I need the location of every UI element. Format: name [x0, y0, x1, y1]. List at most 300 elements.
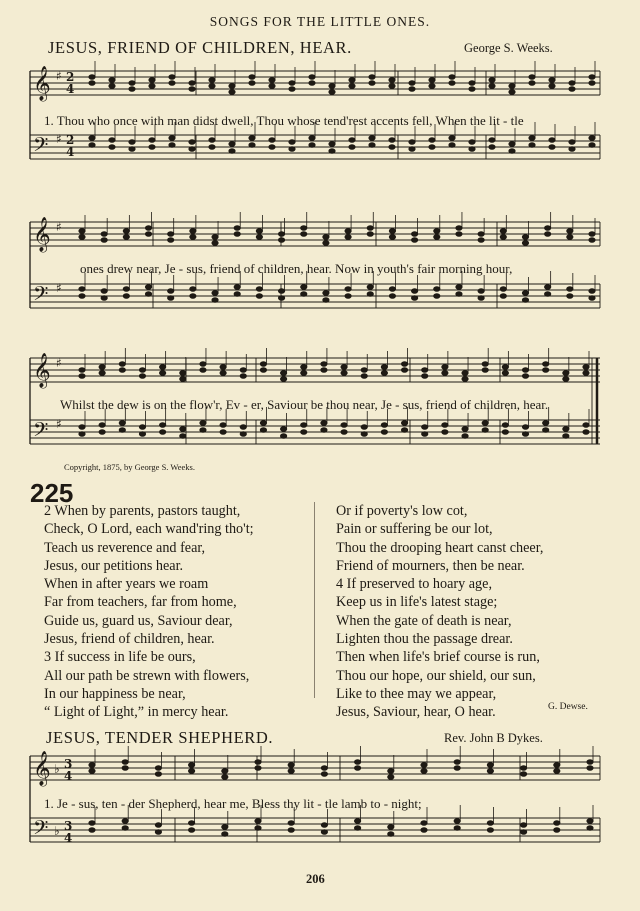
note-head [189, 147, 195, 152]
note-head [549, 138, 555, 143]
note-head [89, 828, 95, 833]
note-head [367, 226, 373, 231]
note-head [145, 232, 151, 237]
verse-line: Check, O Lord, each wand'ring tho't; [44, 521, 254, 538]
note-head [341, 365, 347, 370]
note-head [478, 289, 484, 294]
note-head [301, 365, 307, 370]
note-head [462, 427, 468, 432]
note-head [155, 823, 161, 828]
note-head [321, 421, 327, 426]
note-head [301, 232, 307, 237]
note-head [563, 434, 569, 439]
note-head [502, 423, 508, 428]
note-head [249, 136, 255, 141]
lyric-line-1: 1. Thou who once with man didst dwell, Thou whose tend'rest accents fell, When the lit - tle [44, 113, 524, 128]
note-head [260, 368, 266, 373]
note-head [411, 238, 417, 243]
note-head [500, 287, 506, 292]
note-head [554, 763, 560, 768]
note-head [278, 289, 284, 294]
note-head [567, 287, 573, 292]
note-head [401, 368, 407, 373]
note-head [301, 430, 307, 435]
note-head [209, 138, 215, 143]
note-head [522, 368, 528, 373]
note-head [361, 374, 367, 379]
note-head [544, 292, 550, 297]
note-head [280, 371, 286, 376]
note-head [101, 289, 107, 294]
note-head [478, 296, 484, 301]
svg-text:𝄞: 𝄞 [33, 751, 51, 786]
note-head [569, 140, 575, 145]
note-head [429, 138, 435, 143]
note-head [589, 289, 595, 294]
note-head [388, 769, 394, 774]
note-head [180, 371, 186, 376]
note-head [341, 430, 347, 435]
note-head [89, 821, 95, 826]
note-head [583, 365, 589, 370]
note-head [341, 371, 347, 376]
note-head [79, 432, 85, 437]
svg-text:𝄞: 𝄞 [33, 66, 51, 101]
note-head [129, 87, 135, 92]
verses-right-column [336, 502, 543, 722]
note-head [190, 287, 196, 292]
note-head [169, 75, 175, 80]
note-head [388, 825, 394, 830]
note-head [469, 81, 475, 86]
svg-text:𝄢: 𝄢 [33, 133, 49, 161]
note-head [139, 432, 145, 437]
note-head [389, 78, 395, 83]
note-head [329, 149, 335, 154]
note-head [189, 140, 195, 145]
note-head [159, 365, 165, 370]
note-head [354, 826, 360, 831]
svg-text:♭: ♭ [54, 762, 60, 776]
note-head [411, 232, 417, 237]
note-head [269, 145, 275, 150]
note-head [329, 142, 335, 147]
verse-line: Jesus, Saviour, hear, O hear. [336, 704, 496, 721]
note-head [542, 368, 548, 373]
note-head [212, 291, 218, 296]
note-head [139, 368, 145, 373]
note-head [469, 147, 475, 152]
note-head [99, 365, 105, 370]
note-head [456, 292, 462, 297]
note-head [280, 434, 286, 439]
note-head [188, 828, 194, 833]
note-head [220, 371, 226, 376]
note-head [345, 229, 351, 234]
note-head [155, 772, 161, 777]
note-head [119, 428, 125, 433]
note-head [388, 775, 394, 780]
note-head [123, 229, 129, 234]
note-head [522, 235, 528, 240]
note-head [589, 232, 595, 237]
note-head [456, 285, 462, 290]
next-composer-credit: Rev. John B Dykes. [444, 731, 543, 745]
note-head [145, 292, 151, 297]
note-head [554, 821, 560, 826]
note-head [563, 427, 569, 432]
note-head [389, 145, 395, 150]
note-head [389, 235, 395, 240]
note-head [222, 775, 228, 780]
verse-line: Then when life's brief course is run, [336, 649, 540, 666]
note-head [542, 362, 548, 367]
note-head [255, 819, 261, 824]
note-head [589, 75, 595, 80]
note-head [589, 143, 595, 148]
note-head [139, 425, 145, 430]
note-head [421, 769, 427, 774]
note-head [149, 145, 155, 150]
note-head [323, 235, 329, 240]
note-head [169, 81, 175, 86]
note-head [522, 298, 528, 303]
svg-text:♯: ♯ [56, 356, 62, 370]
note-head [167, 296, 173, 301]
note-head [583, 430, 589, 435]
note-head [529, 136, 535, 141]
note-head [321, 362, 327, 367]
note-head [169, 136, 175, 141]
note-head [260, 362, 266, 367]
note-head [589, 136, 595, 141]
note-head [79, 229, 85, 234]
note-head [189, 87, 195, 92]
svg-text:𝄢: 𝄢 [33, 816, 49, 844]
note-head [454, 766, 460, 771]
note-head [89, 81, 95, 86]
note-head [278, 238, 284, 243]
verse-line: Far from teachers, far from home, [44, 594, 237, 611]
note-head [462, 377, 468, 382]
note-head [256, 294, 262, 299]
verse-line: When in after years we roam [44, 576, 209, 593]
verse-line: Jesus, our petitions hear. [44, 557, 184, 574]
note-head [129, 140, 135, 145]
note-head [429, 145, 435, 150]
note-head [429, 78, 435, 83]
note-head [229, 142, 235, 147]
note-head [79, 425, 85, 430]
note-head [411, 289, 417, 294]
column-divider [314, 502, 315, 698]
note-head [260, 428, 266, 433]
note-head [329, 90, 335, 95]
note-head [89, 143, 95, 148]
svg-text:𝄞: 𝄞 [33, 217, 51, 252]
note-head [587, 760, 593, 765]
note-head [79, 287, 85, 292]
note-head [522, 241, 528, 246]
note-head [188, 769, 194, 774]
note-head [401, 362, 407, 367]
verse-line: Thou our hope, our shield, our sun, [336, 667, 536, 684]
note-head [122, 819, 128, 824]
note-head [462, 371, 468, 376]
note-head [269, 78, 275, 83]
note-head [349, 78, 355, 83]
note-head [289, 81, 295, 86]
note-head [200, 421, 206, 426]
note-head [109, 145, 115, 150]
note-head [289, 147, 295, 152]
note-head [567, 294, 573, 299]
note-head [220, 365, 226, 370]
note-head [309, 136, 315, 141]
note-head [145, 226, 151, 231]
verse-line: “ Light of Light,” in mercy hear. [44, 704, 229, 721]
note-head [589, 238, 595, 243]
note-head [240, 368, 246, 373]
note-head [190, 235, 196, 240]
note-head [469, 87, 475, 92]
verse-line: Thou the drooping heart canst cheer, [336, 539, 544, 556]
note-head [234, 232, 240, 237]
note-head [345, 235, 351, 240]
note-head [139, 374, 145, 379]
note-head [529, 143, 535, 148]
note-head [122, 766, 128, 771]
note-head [563, 371, 569, 376]
note-head [487, 828, 493, 833]
note-head [589, 296, 595, 301]
note-head [454, 826, 460, 831]
note-head [422, 425, 428, 430]
note-head [212, 298, 218, 303]
note-head [101, 238, 107, 243]
verse-line: Jesus, friend of children, hear. [44, 631, 215, 648]
note-head [109, 84, 115, 89]
note-head [234, 292, 240, 297]
note-head [200, 362, 206, 367]
note-head [256, 235, 262, 240]
verse-line: Like to thee may we appear, [336, 685, 497, 702]
note-head [220, 430, 226, 435]
note-head [301, 371, 307, 376]
note-head [367, 232, 373, 237]
note-head [288, 828, 294, 833]
note-head [434, 229, 440, 234]
note-head [469, 140, 475, 145]
note-head [145, 285, 151, 290]
note-head [522, 425, 528, 430]
note-head [212, 241, 218, 246]
verse-line: 4 If preserved to hoary age, [336, 576, 492, 593]
svg-text:𝄢: 𝄢 [33, 282, 49, 310]
note-head [542, 428, 548, 433]
note-head [442, 371, 448, 376]
note-head [567, 235, 573, 240]
note-head [149, 138, 155, 143]
note-head [99, 423, 105, 428]
note-head [89, 75, 95, 80]
note-head [123, 287, 129, 292]
note-head [509, 90, 515, 95]
note-head [454, 819, 460, 824]
note-head [401, 421, 407, 426]
note-head [188, 821, 194, 826]
note-head [220, 423, 226, 428]
note-head [522, 432, 528, 437]
note-head [361, 425, 367, 430]
svg-text:♯: ♯ [56, 220, 62, 234]
note-head [482, 421, 488, 426]
note-head [240, 374, 246, 379]
note-head [188, 763, 194, 768]
note-head [180, 427, 186, 432]
svg-text:4: 4 [64, 769, 73, 783]
note-head [583, 371, 589, 376]
note-head [255, 766, 261, 771]
note-head [323, 241, 329, 246]
note-head [549, 84, 555, 89]
note-head [288, 821, 294, 826]
note-head [212, 235, 218, 240]
note-head [155, 830, 161, 835]
note-head [381, 371, 387, 376]
note-head [509, 149, 515, 154]
note-head [542, 421, 548, 426]
verse-line: Guide us, guard us, Saviour dear, [44, 612, 233, 629]
verse-line: Pain or suffering be our lot, [336, 521, 493, 538]
note-head [269, 84, 275, 89]
note-head [190, 294, 196, 299]
note-head [79, 294, 85, 299]
note-head [456, 226, 462, 231]
verse-line: Lighten thou the passage drear. [336, 631, 513, 648]
note-head [149, 84, 155, 89]
note-head [288, 763, 294, 768]
note-head [89, 763, 95, 768]
note-head [520, 823, 526, 828]
note-head [422, 432, 428, 437]
note-head [278, 296, 284, 301]
note-head [167, 238, 173, 243]
note-head [309, 143, 315, 148]
note-head [345, 294, 351, 299]
running-head: SONGS FOR THE LITTLE ONES. [209, 14, 431, 29]
hymn-number: 225 [30, 478, 74, 508]
note-head [301, 226, 307, 231]
svg-text:4: 4 [66, 82, 75, 96]
note-head [544, 285, 550, 290]
note-head [409, 81, 415, 86]
verses-left-column [44, 502, 254, 722]
note-head [489, 138, 495, 143]
note-head [354, 766, 360, 771]
note-head [200, 368, 206, 373]
note-head [345, 287, 351, 292]
note-head [583, 423, 589, 428]
note-head [449, 81, 455, 86]
note-head [89, 769, 95, 774]
note-head [249, 81, 255, 86]
note-head [229, 149, 235, 154]
note-head [101, 296, 107, 301]
verse-line: Friend of mourners, then be near. [336, 557, 525, 574]
note-head [421, 763, 427, 768]
note-head [487, 763, 493, 768]
verse-line: Or if poverty's low cot, [336, 503, 468, 519]
lyric-line-3: Whilst the dew is on the flow'r, Ev - er, Saviour be thou near, Je - sus, friend of children, hear. [60, 397, 549, 412]
note-head [456, 232, 462, 237]
note-head [478, 238, 484, 243]
lyric-line-next: 1. Je - sus, ten - der Shepherd, hear me, Bless thy lit - tle lamb to - night; [44, 796, 422, 811]
svg-text:♯: ♯ [56, 417, 62, 431]
lyric-line-2: ones drew near, Je - sus, friend of children, hear. Now in youth's fair morning hour, [80, 261, 513, 276]
note-head [367, 292, 373, 297]
note-head [569, 147, 575, 152]
text-author-credit: G. Dewse. [548, 702, 588, 712]
note-head [354, 760, 360, 765]
note-head [159, 371, 165, 376]
note-head [109, 138, 115, 143]
note-head [381, 430, 387, 435]
note-head [569, 81, 575, 86]
note-head [309, 75, 315, 80]
note-head [99, 430, 105, 435]
note-head [587, 826, 593, 831]
note-head [349, 84, 355, 89]
note-head [122, 760, 128, 765]
svg-text:♯: ♯ [56, 281, 62, 295]
note-head [442, 365, 448, 370]
note-head [544, 226, 550, 231]
svg-text:♯: ♯ [56, 132, 62, 146]
note-head [79, 368, 85, 373]
note-head [229, 84, 235, 89]
note-head [321, 823, 327, 828]
note-head [209, 145, 215, 150]
note-head [301, 423, 307, 428]
note-head [129, 81, 135, 86]
note-head [288, 769, 294, 774]
note-head [429, 84, 435, 89]
note-head [389, 84, 395, 89]
note-head [321, 368, 327, 373]
note-head [449, 75, 455, 80]
note-head [509, 142, 515, 147]
note-head [522, 291, 528, 296]
note-head [321, 830, 327, 835]
note-head [520, 772, 526, 777]
note-head [409, 147, 415, 152]
note-head [569, 87, 575, 92]
note-head [500, 229, 506, 234]
note-head [280, 427, 286, 432]
note-head [449, 143, 455, 148]
note-head [209, 78, 215, 83]
verse-line: In our happiness be near, [44, 685, 186, 702]
note-head [500, 235, 506, 240]
note-head [442, 423, 448, 428]
note-head [289, 140, 295, 145]
note-head [389, 138, 395, 143]
note-head [189, 81, 195, 86]
note-head [389, 294, 395, 299]
note-head [454, 760, 460, 765]
note-head [369, 75, 375, 80]
